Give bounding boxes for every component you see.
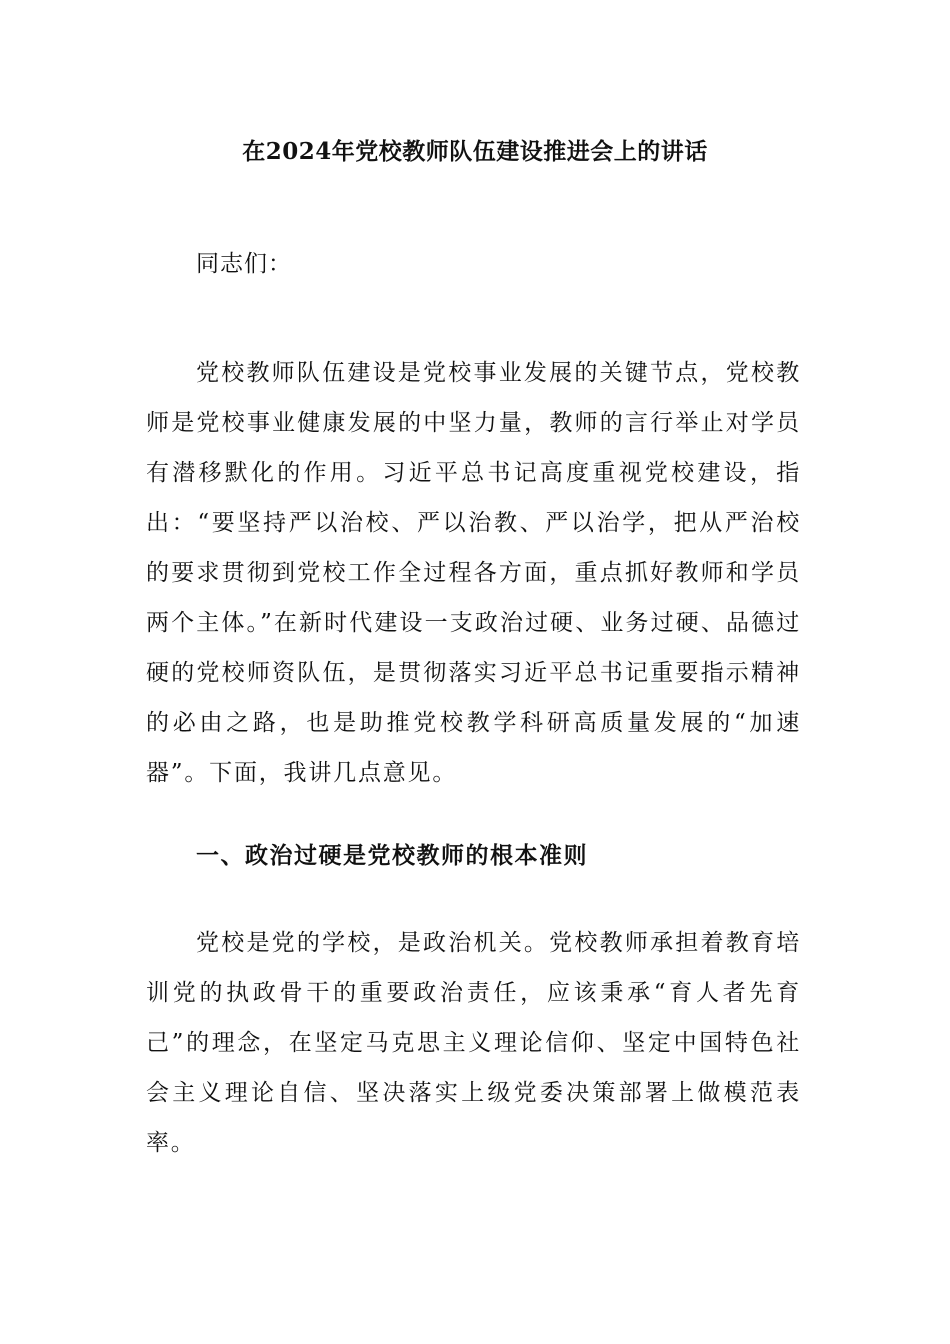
salutation: 同志们： (196, 251, 292, 277)
paragraph-intro: 党校教师队伍建设是党校事业发展的关键节点，党校教师是党校事业健康发展的中坚力量，教师的言行举止对学员有潜移默化的作用。习近平总书记高度重视党校建设，指出：“要坚持严以治校、严以治教、严以治学，把从严治校的要求贯彻到党校工作全过程各方面，重点抓好教师和学员两个主体。”在新时代建设一支政治过硬、业务过硬、品德过硬的党校师资队伍，是贯彻落实习近平总书记重要指示精神的必由之路，也是助推党校教学科研高质量发展的“加速器”。下面，我讲几点意见。 (146, 360, 801, 786)
section-heading: 一、政治过硬是党校教师的根本准则 (196, 842, 588, 869)
document-title: 在2024年党校教师队伍建设推进会上的讲话 (242, 138, 708, 165)
paragraph-section-one: 党校是党的学校，是政治机关。党校教师承担着教育培训党的执政骨干的重要政治责任，应该秉承“育人者先育己”的理念，在坚定马克思主义理论信仰、坚定中国特色社会主义理论自信、坚决落实上级党委决策部署上做模范表率。 (146, 930, 801, 1156)
